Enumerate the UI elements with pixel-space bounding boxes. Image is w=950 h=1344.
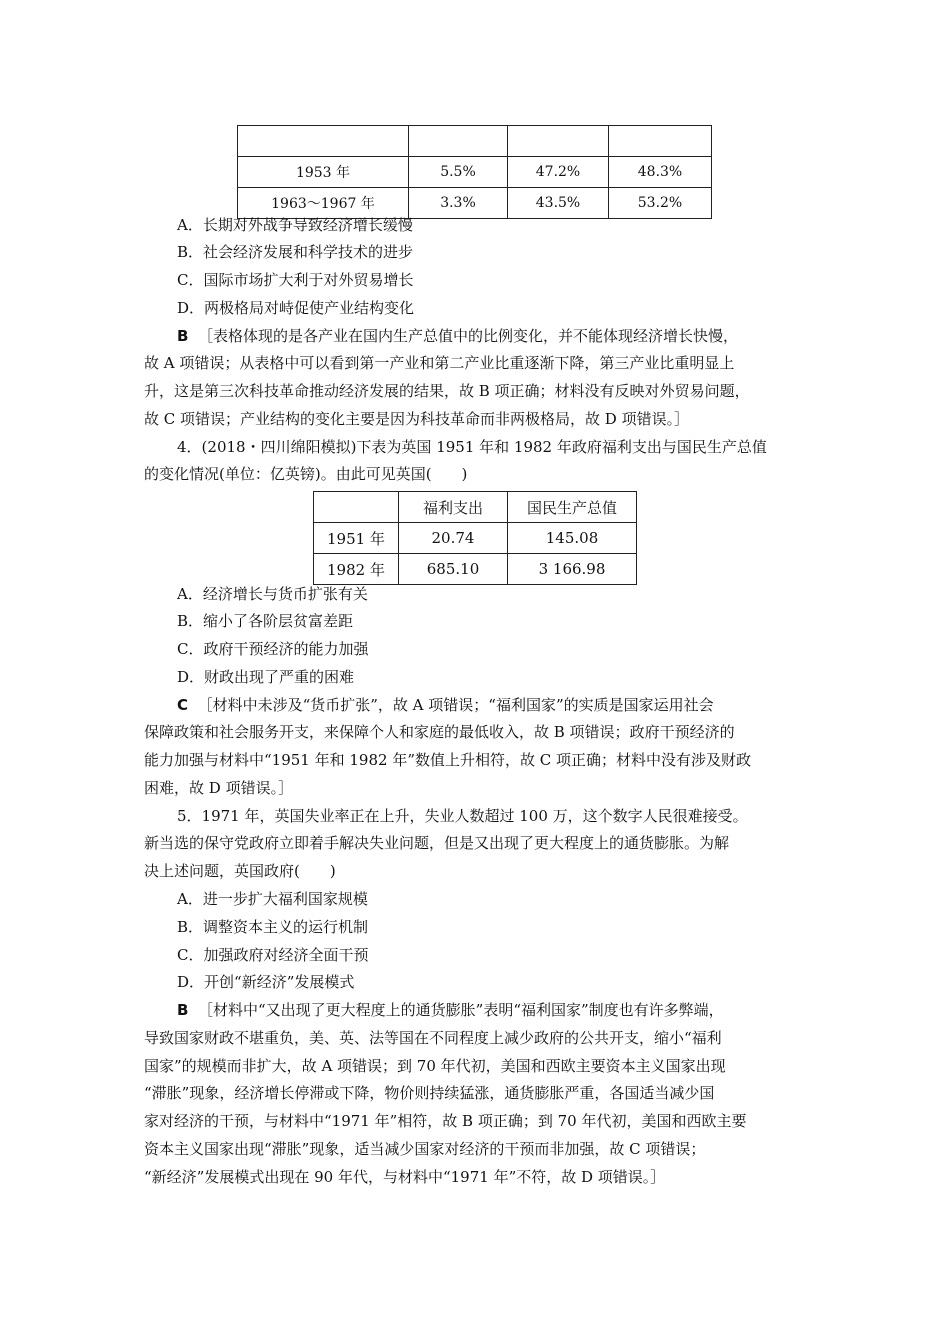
q5-answer: B (177, 1001, 189, 1019)
table-cell (609, 126, 712, 157)
table-cell (238, 126, 409, 157)
table-cell: 1982 年 (314, 554, 399, 585)
q3-explanation-text: ［表格体现的是各产业在国内生产总值中的比例变化，并不能体现经济增长快慢， (197, 327, 738, 345)
q3-option-a: A．长期对外战争导致经济增长缓慢 (177, 216, 413, 234)
q3-option-d: D．两极格局对峙促使产业结构变化 (177, 299, 415, 317)
table-header-row (314, 492, 637, 523)
q5-option-b: B．调整资本主义的运行机制 (177, 918, 369, 936)
q3-explanation-line (177, 326, 738, 346)
table-cell: 福利支出 (399, 492, 508, 523)
q4-option-c: C．政府干预经济的能力加强 (177, 640, 369, 658)
q5-explanation-line: 家对经济的干预，与材料中“1971 年”相符，故 B 项正确；到 70 年代初，美国和西欧主要 (144, 1112, 747, 1130)
q4-explanation-text: ［材料中未涉及“货币扩张”，故 A 项错误；“福利国家”的实质是国家运用社会 (197, 696, 714, 714)
q5-option-d: D．开创“新经济”发展模式 (177, 973, 355, 991)
table-cell: 48.3% (609, 157, 712, 188)
q5-stem-line: 决上述问题，英国政府( ) (144, 862, 336, 880)
table-cell (508, 126, 609, 157)
q4-explanation-line: 保障政策和社会服务开支，来保障个人和家庭的最低收入，故 B 项错误；政府干预经济的 (144, 723, 735, 741)
table-cell: 145.08 (508, 523, 637, 554)
welfare-gnp-table (313, 491, 637, 585)
table-header-row (238, 126, 712, 157)
q5-explanation-line: 资本主义国家出现“滞胀”现象，适当减少国家对经济的干预而非加强，故 C 项错误； (144, 1140, 706, 1158)
q4-option-d: D．财政出现了严重的困难 (177, 668, 355, 686)
q5-explanation-text: ［材料中“又出现了更大程度上的通货膨胀”表明“福利国家”制度也有许多弊端， (197, 1001, 724, 1019)
table-cell: 20.74 (399, 523, 508, 554)
q4-explanation-line (177, 695, 714, 715)
table-row (314, 523, 637, 554)
table-row (238, 188, 712, 219)
table-cell: 1953 年 (238, 157, 409, 188)
table-cell (314, 492, 399, 523)
table-cell: 3.3% (409, 188, 508, 219)
industry-ratio-table (237, 125, 712, 219)
q4-stem-line: 4．(2018・四川绵阳模拟)下表为英国 1951 年和 1982 年政府福利支出与国民生产总值 (177, 438, 767, 456)
table-cell: 1951 年 (314, 523, 399, 554)
q5-stem-line: 新当选的保守党政府立即着手解决失业问题，但是又出现了更大程度上的通货膨胀。为解 (144, 834, 730, 852)
q4-explanation-line: 困难，故 D 项错误。］ (144, 779, 294, 797)
q4-explanation-line: 能力加强与材料中“1951 年和 1982 年”数值上升相符，故 C 项正确；材料中没有涉及财政 (144, 751, 752, 769)
table-cell: 3 166.98 (508, 554, 637, 585)
table-cell: 43.5% (508, 188, 609, 219)
q5-option-a: A．进一步扩大福利国家规模 (177, 890, 368, 908)
q3-option-b: B．社会经济发展和科学技术的进步 (177, 243, 414, 261)
q5-explanation-line: “新经济”发展模式出现在 90 年代，与材料中“1971 年”不符，故 D 项错误。］ (144, 1168, 666, 1186)
table-cell: 685.10 (399, 554, 508, 585)
q5-stem-line: 5．1971 年，英国失业率正在上升，失业人数超过 100 万，这个数字人民很难接受。 (177, 807, 748, 825)
table-cell: 5.5% (409, 157, 508, 188)
q4-answer: C (177, 696, 189, 714)
q3-answer: B (177, 327, 189, 345)
q5-explanation-line: “滞胀”现象，经济增长停滞或下降，物价则持续猛涨，通货膨胀严重，各国适当减少国 (144, 1084, 715, 1102)
q5-explanation-line (177, 1000, 724, 1020)
table-row (314, 554, 637, 585)
table-cell: 1963～1967 年 (238, 188, 409, 219)
q3-explanation-line: 升，这是第三次科技革命推动经济发展的结果，故 B 项正确；材料没有反映对外贸易问题， (144, 382, 750, 400)
table-cell (409, 126, 508, 157)
table-cell: 国民生产总值 (508, 492, 637, 523)
q4-option-a: A．经济增长与货币扩张有关 (177, 585, 368, 603)
q3-explanation-line: 故 C 项错误；产业结构的变化主要是因为科技革命而非两极格局，故 D 项错误。］ (144, 410, 690, 428)
q4-option-b: B．缩小了各阶层贫富差距 (177, 612, 354, 630)
q5-explanation-line: 导致国家财政不堪重负，美、英、法等国在不同程度上减少政府的公共开支，缩小“福利 (144, 1029, 722, 1047)
table-row (238, 157, 712, 188)
q5-option-c: C．加强政府对经济全面干预 (177, 946, 369, 964)
table-cell: 47.2% (508, 157, 609, 188)
q4-stem-line: 的变化情况(单位：亿英镑)。由此可见英国( ) (144, 465, 468, 483)
q5-explanation-line: 国家”的规模而非扩大，故 A 项错误；到 70 年代初，美国和西欧主要资本主义国家出现 (144, 1057, 726, 1075)
table-cell: 53.2% (609, 188, 712, 219)
q3-explanation-line: 故 A 项错误；从表格中可以看到第一产业和第二产业比重逐渐下降，第三产业比重明显上 (144, 354, 735, 372)
q3-option-c: C．国际市场扩大利于对外贸易增长 (177, 271, 414, 289)
